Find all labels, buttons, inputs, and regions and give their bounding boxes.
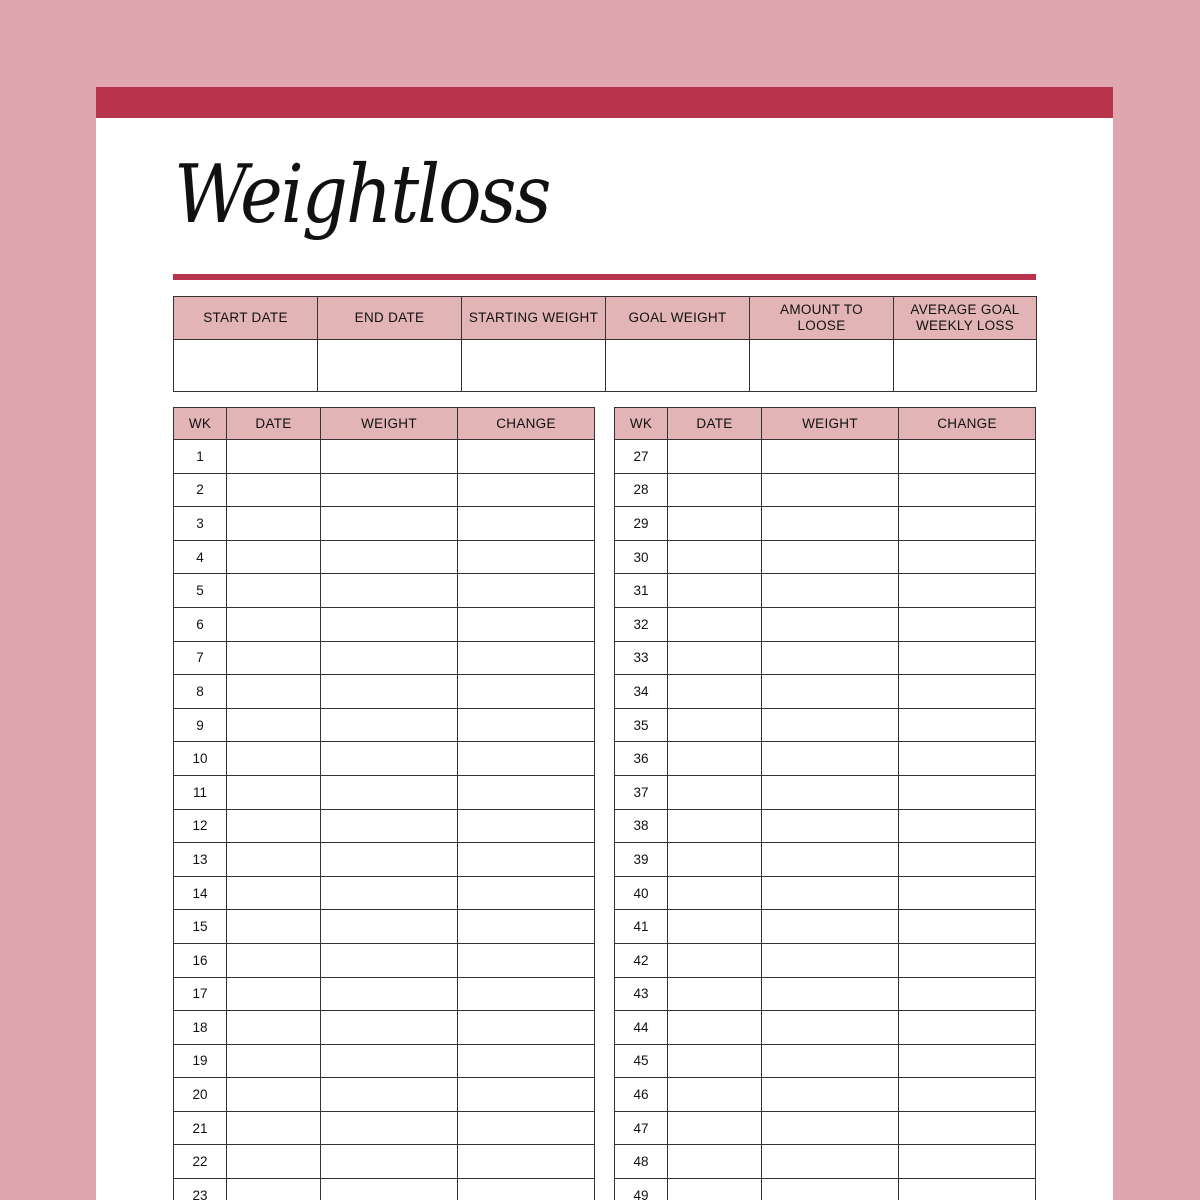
change-cell[interactable] (899, 440, 1036, 474)
date-cell[interactable] (227, 775, 321, 809)
change-cell[interactable] (899, 1111, 1036, 1145)
table-row (174, 1111, 595, 1145)
date-cell[interactable] (227, 507, 321, 541)
weight-cell[interactable] (762, 675, 899, 709)
date-cell[interactable] (227, 473, 321, 507)
weight-cell[interactable] (762, 809, 899, 843)
table-row (174, 775, 595, 809)
change-cell[interactable] (458, 943, 595, 977)
log-header-row (174, 408, 595, 440)
change-cell[interactable] (458, 1179, 595, 1200)
table-row (174, 742, 595, 776)
table-row (174, 607, 595, 641)
date-cell[interactable] (227, 1078, 321, 1112)
table-row (615, 574, 1036, 608)
week-number: 2 (174, 473, 227, 507)
week-number: 8 (174, 675, 227, 709)
weight-cell[interactable] (321, 876, 458, 910)
change-cell[interactable] (458, 1078, 595, 1112)
week-number: 15 (174, 910, 227, 944)
weight-cell[interactable] (321, 775, 458, 809)
change-cell[interactable] (899, 876, 1036, 910)
table-row (174, 507, 595, 541)
weight-cell[interactable] (321, 977, 458, 1011)
week-number: 12 (174, 809, 227, 843)
start-date-header: START DATE (174, 297, 318, 340)
week-number: 38 (615, 809, 668, 843)
weight-cell[interactable] (762, 775, 899, 809)
table-row (174, 943, 595, 977)
week-number: 43 (615, 977, 668, 1011)
date-cell[interactable] (668, 1111, 762, 1145)
table-row (174, 809, 595, 843)
weight-header: WEIGHT (321, 408, 458, 440)
week-number: 5 (174, 574, 227, 608)
table-row (615, 1011, 1036, 1045)
weight-cell[interactable] (762, 1011, 899, 1045)
start-date-field[interactable] (174, 340, 318, 392)
date-cell[interactable] (668, 473, 762, 507)
weight-cell[interactable] (762, 1179, 899, 1200)
week-number: 22 (174, 1145, 227, 1179)
weekly-log-table-right (614, 407, 1036, 1200)
date-cell[interactable] (227, 1044, 321, 1078)
table-row (615, 540, 1036, 574)
table-row (174, 675, 595, 709)
weight-cell[interactable] (321, 641, 458, 675)
change-cell[interactable] (458, 910, 595, 944)
week-number: 48 (615, 1145, 668, 1179)
week-number: 28 (615, 473, 668, 507)
table-row (615, 507, 1036, 541)
week-number: 46 (615, 1078, 668, 1112)
date-cell[interactable] (227, 440, 321, 474)
table-row (615, 943, 1036, 977)
change-cell[interactable] (458, 977, 595, 1011)
week-number: 41 (615, 910, 668, 944)
table-row (615, 1145, 1036, 1179)
change-cell[interactable] (458, 742, 595, 776)
date-cell[interactable] (668, 742, 762, 776)
table-row (174, 843, 595, 877)
date-cell[interactable] (668, 708, 762, 742)
date-cell[interactable] (227, 708, 321, 742)
weight-cell[interactable] (321, 843, 458, 877)
table-row (174, 641, 595, 675)
week-number: 45 (615, 1044, 668, 1078)
change-cell[interactable] (899, 1145, 1036, 1179)
week-number: 27 (615, 440, 668, 474)
week-number: 39 (615, 843, 668, 877)
weight-cell[interactable] (762, 574, 899, 608)
table-row (615, 775, 1036, 809)
date-cell[interactable] (668, 574, 762, 608)
change-cell[interactable] (458, 473, 595, 507)
date-cell[interactable] (227, 1145, 321, 1179)
change-cell[interactable] (458, 540, 595, 574)
date-cell[interactable] (668, 1011, 762, 1045)
weight-cell[interactable] (321, 809, 458, 843)
change-cell[interactable] (899, 1179, 1036, 1200)
weight-cell[interactable] (762, 708, 899, 742)
weight-cell[interactable] (762, 540, 899, 574)
weight-cell[interactable] (321, 1044, 458, 1078)
change-cell[interactable] (899, 1011, 1036, 1045)
table-row (174, 1011, 595, 1045)
date-header: DATE (227, 408, 321, 440)
table-row (615, 708, 1036, 742)
change-cell[interactable] (458, 775, 595, 809)
table-row (615, 910, 1036, 944)
change-cell[interactable] (899, 910, 1036, 944)
change-header: CHANGE (458, 408, 595, 440)
date-cell[interactable] (668, 910, 762, 944)
table-row (174, 1179, 595, 1200)
weight-cell[interactable] (321, 607, 458, 641)
date-cell[interactable] (227, 742, 321, 776)
table-row (174, 1145, 595, 1179)
table-row (615, 1044, 1036, 1078)
date-cell[interactable] (227, 607, 321, 641)
table-row (615, 675, 1036, 709)
week-number: 35 (615, 708, 668, 742)
weight-cell[interactable] (762, 607, 899, 641)
change-cell[interactable] (899, 843, 1036, 877)
log-header-row (615, 408, 1036, 440)
average-weekly-loss-header: AVERAGE GOAL WEEKLY LOSS (894, 297, 1037, 340)
date-cell[interactable] (227, 910, 321, 944)
change-cell[interactable] (899, 977, 1036, 1011)
wk-header: WK (174, 408, 227, 440)
change-cell[interactable] (458, 843, 595, 877)
week-number: 9 (174, 708, 227, 742)
weight-cell[interactable] (762, 473, 899, 507)
weight-cell[interactable] (762, 1044, 899, 1078)
average-weekly-loss-field[interactable] (894, 340, 1037, 392)
date-cell[interactable] (227, 809, 321, 843)
week-number: 33 (615, 641, 668, 675)
week-number: 6 (174, 607, 227, 641)
table-row (174, 708, 595, 742)
table-row (615, 440, 1036, 474)
week-number: 36 (615, 742, 668, 776)
week-number: 16 (174, 943, 227, 977)
date-header: DATE (668, 408, 762, 440)
weight-cell[interactable] (762, 440, 899, 474)
week-number: 1 (174, 440, 227, 474)
table-row (174, 1044, 595, 1078)
week-number: 42 (615, 943, 668, 977)
weight-cell[interactable] (762, 1111, 899, 1145)
change-cell[interactable] (899, 473, 1036, 507)
week-number: 37 (615, 775, 668, 809)
week-number: 3 (174, 507, 227, 541)
week-number: 14 (174, 876, 227, 910)
date-cell[interactable] (668, 641, 762, 675)
date-cell[interactable] (668, 1145, 762, 1179)
change-cell[interactable] (458, 641, 595, 675)
weight-cell[interactable] (762, 876, 899, 910)
table-row (615, 742, 1036, 776)
week-number: 4 (174, 540, 227, 574)
date-cell[interactable] (227, 675, 321, 709)
change-cell[interactable] (899, 607, 1036, 641)
table-row (174, 574, 595, 608)
change-cell[interactable] (899, 943, 1036, 977)
date-cell[interactable] (668, 675, 762, 709)
change-cell[interactable] (458, 574, 595, 608)
change-cell[interactable] (899, 675, 1036, 709)
weekly-log-table-left (173, 407, 595, 1200)
table-row (615, 607, 1036, 641)
change-cell[interactable] (458, 1011, 595, 1045)
change-cell[interactable] (899, 775, 1036, 809)
goal-weight-field[interactable] (606, 340, 750, 392)
date-cell[interactable] (227, 977, 321, 1011)
week-number: 34 (615, 675, 668, 709)
wk-header: WK (615, 408, 668, 440)
week-number: 30 (615, 540, 668, 574)
weight-cell[interactable] (762, 1145, 899, 1179)
week-number: 31 (615, 574, 668, 608)
week-number: 20 (174, 1078, 227, 1112)
amount-to-loose-field[interactable] (750, 340, 894, 392)
week-number: 49 (615, 1179, 668, 1200)
week-number: 23 (174, 1179, 227, 1200)
weight-cell[interactable] (321, 1111, 458, 1145)
week-number: 44 (615, 1011, 668, 1045)
goal-weight-header: GOAL WEIGHT (606, 297, 750, 340)
week-number: 10 (174, 742, 227, 776)
table-row (615, 473, 1036, 507)
weight-cell[interactable] (321, 1145, 458, 1179)
table-row (615, 977, 1036, 1011)
weight-cell[interactable] (762, 742, 899, 776)
date-cell[interactable] (668, 843, 762, 877)
date-cell[interactable] (668, 540, 762, 574)
summary-table (173, 296, 1037, 392)
table-row (174, 977, 595, 1011)
date-cell[interactable] (227, 1179, 321, 1200)
date-cell[interactable] (668, 1179, 762, 1200)
change-cell[interactable] (458, 607, 595, 641)
weight-cell[interactable] (762, 910, 899, 944)
change-cell[interactable] (899, 708, 1036, 742)
week-number: 19 (174, 1044, 227, 1078)
date-cell[interactable] (668, 876, 762, 910)
change-cell[interactable] (899, 1078, 1036, 1112)
weight-cell[interactable] (321, 1078, 458, 1112)
weight-cell[interactable] (321, 708, 458, 742)
table-row (174, 1078, 595, 1112)
week-number: 29 (615, 507, 668, 541)
date-cell[interactable] (668, 943, 762, 977)
weight-cell[interactable] (321, 943, 458, 977)
table-row (174, 876, 595, 910)
date-cell[interactable] (227, 876, 321, 910)
change-cell[interactable] (899, 574, 1036, 608)
table-row (174, 540, 595, 574)
weight-cell[interactable] (321, 675, 458, 709)
change-cell[interactable] (458, 1145, 595, 1179)
table-row (615, 809, 1036, 843)
weight-cell[interactable] (762, 843, 899, 877)
weight-cell[interactable] (321, 910, 458, 944)
starting-weight-field[interactable] (462, 340, 606, 392)
weight-cell[interactable] (321, 742, 458, 776)
weight-cell[interactable] (762, 1078, 899, 1112)
change-cell[interactable] (458, 809, 595, 843)
date-cell[interactable] (668, 507, 762, 541)
date-cell[interactable] (227, 1011, 321, 1045)
weight-cell[interactable] (321, 540, 458, 574)
weight-cell[interactable] (321, 1011, 458, 1045)
summary-entry-row (174, 340, 1037, 392)
summary-header-row (174, 297, 1037, 340)
change-cell[interactable] (899, 641, 1036, 675)
date-cell[interactable] (668, 1044, 762, 1078)
weight-cell[interactable] (321, 1179, 458, 1200)
date-cell[interactable] (668, 977, 762, 1011)
weight-header: WEIGHT (762, 408, 899, 440)
change-cell[interactable] (899, 809, 1036, 843)
page-title: Weightloss (174, 147, 550, 242)
date-cell[interactable] (668, 440, 762, 474)
date-cell[interactable] (668, 809, 762, 843)
change-header: CHANGE (899, 408, 1036, 440)
title-divider (173, 274, 1036, 280)
end-date-header: END DATE (318, 297, 462, 340)
worksheet-page (96, 87, 1113, 1200)
top-accent-bar (96, 87, 1113, 118)
table-row (615, 1179, 1036, 1200)
change-cell[interactable] (458, 1044, 595, 1078)
date-cell[interactable] (227, 943, 321, 977)
weight-cell[interactable] (321, 440, 458, 474)
change-cell[interactable] (899, 742, 1036, 776)
week-number: 11 (174, 775, 227, 809)
weight-cell[interactable] (762, 507, 899, 541)
date-cell[interactable] (668, 1078, 762, 1112)
weight-cell[interactable] (762, 977, 899, 1011)
date-cell[interactable] (227, 574, 321, 608)
starting-weight-header: STARTING WEIGHT (462, 297, 606, 340)
date-cell[interactable] (668, 775, 762, 809)
date-cell[interactable] (227, 540, 321, 574)
change-cell[interactable] (458, 675, 595, 709)
week-number: 7 (174, 641, 227, 675)
week-number: 32 (615, 607, 668, 641)
weight-cell[interactable] (321, 507, 458, 541)
week-number: 13 (174, 843, 227, 877)
week-number: 17 (174, 977, 227, 1011)
week-number: 21 (174, 1111, 227, 1145)
date-cell[interactable] (668, 607, 762, 641)
amount-to-loose-header: AMOUNT TO LOOSE (750, 297, 894, 340)
date-cell[interactable] (227, 641, 321, 675)
table-row (615, 641, 1036, 675)
week-number: 40 (615, 876, 668, 910)
change-cell[interactable] (899, 507, 1036, 541)
date-cell[interactable] (227, 1111, 321, 1145)
table-row (174, 473, 595, 507)
table-row (615, 876, 1036, 910)
table-row (615, 1078, 1036, 1112)
change-cell[interactable] (458, 708, 595, 742)
weight-cell[interactable] (762, 641, 899, 675)
table-row (174, 910, 595, 944)
change-cell[interactable] (899, 540, 1036, 574)
change-cell[interactable] (458, 440, 595, 474)
table-row (615, 1111, 1036, 1145)
table-row (615, 843, 1036, 877)
date-cell[interactable] (227, 843, 321, 877)
table-row (174, 440, 595, 474)
change-cell[interactable] (458, 507, 595, 541)
weight-cell[interactable] (321, 473, 458, 507)
week-number: 47 (615, 1111, 668, 1145)
weight-cell[interactable] (321, 574, 458, 608)
change-cell[interactable] (899, 1044, 1036, 1078)
end-date-field[interactable] (318, 340, 462, 392)
week-number: 18 (174, 1011, 227, 1045)
change-cell[interactable] (458, 1111, 595, 1145)
weight-cell[interactable] (762, 943, 899, 977)
change-cell[interactable] (458, 876, 595, 910)
